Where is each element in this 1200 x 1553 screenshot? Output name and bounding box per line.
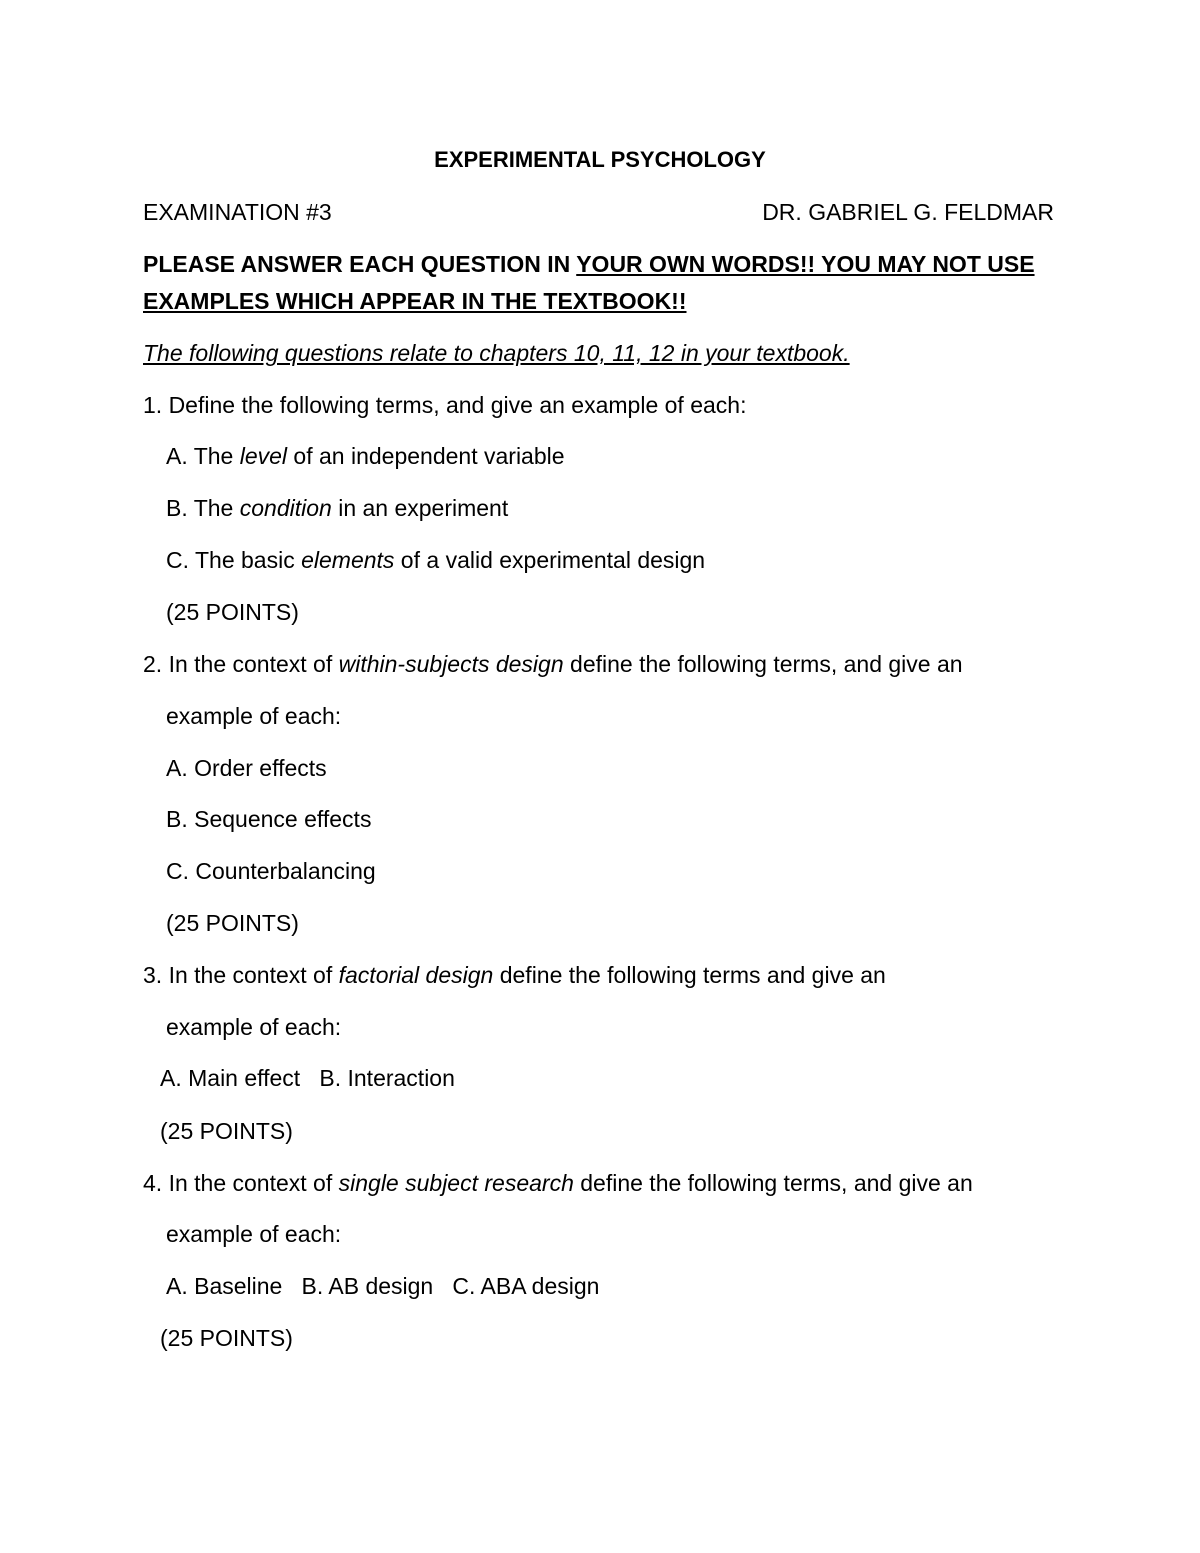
question-3-prompt-cont: example of each: xyxy=(166,1014,342,1040)
question-1-prompt: 1. Define the following terms, and give an example of each: xyxy=(143,392,747,418)
question-4-prompt-cont: example of each: xyxy=(166,1221,342,1247)
question-1-item-a: A. The level of an independent variable xyxy=(166,443,565,469)
exam-number: EXAMINATION #3 xyxy=(143,199,332,225)
instructions-line-1 xyxy=(143,249,1035,279)
document-title: EXPERIMENTAL PSYCHOLOGY xyxy=(434,147,766,172)
instructions-line-2: EXAMPLES WHICH APPEAR IN THE TEXTBOOK!! xyxy=(143,288,687,314)
question-2-prompt-cont: example of each: xyxy=(166,703,342,729)
question-3-items: A. Main effect B. Interaction xyxy=(160,1065,455,1091)
instructor-name: DR. GABRIEL G. FELDMAR xyxy=(762,199,1054,225)
question-3-points: (25 POINTS) xyxy=(160,1118,293,1144)
question-2-item-c: C. Counterbalancing xyxy=(166,858,376,884)
question-4-items: A. Baseline B. AB design C. ABA design xyxy=(166,1273,600,1299)
question-1-points: (25 POINTS) xyxy=(166,599,299,625)
question-4-prompt: 4. In the context of single subject research define the following terms, and give an xyxy=(143,1170,973,1196)
question-2-points: (25 POINTS) xyxy=(166,910,299,936)
chapters-note: The following questions relate to chapters 10, 11, 12 in your textbook. xyxy=(143,340,850,366)
question-1-item-b: B. The condition in an experiment xyxy=(166,495,509,521)
question-4-points: (25 POINTS) xyxy=(160,1325,293,1351)
instructions-text: PLEASE ANSWER EACH QUESTION IN xyxy=(143,251,577,277)
question-2-item-a: A. Order effects xyxy=(166,755,327,781)
question-3-prompt: 3. In the context of factorial design define the following terms and give an xyxy=(143,962,886,988)
question-2-item-b: B. Sequence effects xyxy=(166,806,372,832)
instructions-emphasis: YOUR OWN WORDS!! YOU MAY NOT USE xyxy=(576,251,1035,277)
question-1-item-c: C. The basic elements of a valid experimental design xyxy=(166,547,706,573)
question-2-prompt: 2. In the context of within-subjects design define the following terms, and give an xyxy=(143,651,963,677)
